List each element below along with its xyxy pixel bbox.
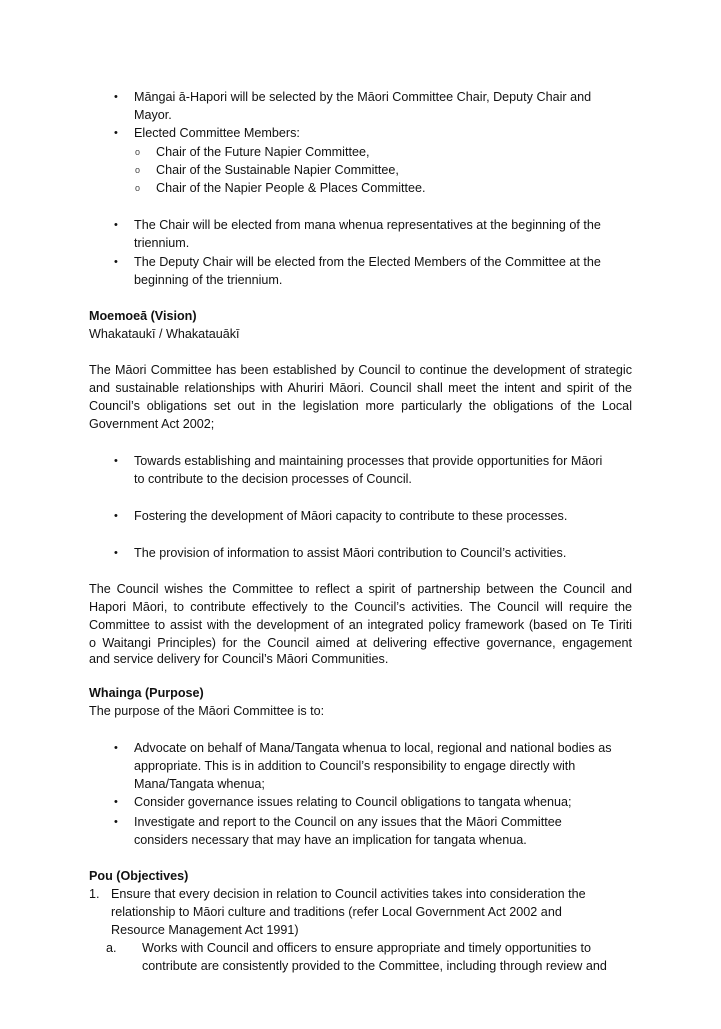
list-item-text: Investigate and report to the Council on any issues that the Māori Committee [134,815,562,829]
list-item-text: The Deputy Chair will be elected from the Elected Members of the Committee at the [134,255,601,269]
list-item-text: relationship to Māori culture and traditions (refer Local Government Act 2002 and [111,905,562,919]
bullet-icon: • [114,219,118,231]
list-item-text: Towards establishing and maintaining processes that provide opportunities for Māori [134,454,603,468]
list-item-text: beginning of the triennium. [134,273,283,287]
list-item-text: appropriate. This is in addition to Council’s responsibility to engage directly with [134,759,576,773]
paragraph-line: Council’s obligations set out in the legislation more particularly the obligations of the Local [89,399,632,413]
list-item-text: Ensure that every decision in relation to Council activities takes into consideration the [111,887,586,901]
paragraph-line: Hapori Māori, to contribute effectively to the Council’s activities. The Council will require the [89,600,632,614]
sub-list-item: Chair of the Napier People & Places Committee. [156,181,426,195]
sub-list-item: Chair of the Future Napier Committee, [156,145,370,159]
list-item-text: Resource Management Act 1991) [111,923,299,937]
vision-subheading: Whakataukī / Whakatauākī [89,327,240,341]
sub-list-item-text: contribute are consistently provided to the Committee, including through review and [142,959,607,973]
paragraph-line: o Waitangi Principles) for the Council aimed at delivering effective governance, engagement [89,636,632,650]
paragraph-line: The Māori Committee has been established by Council to continue the development of strategic [89,363,632,377]
section-heading-purpose: Whainga (Purpose) [89,686,204,700]
list-letter: a. [106,941,117,955]
list-number: 1. [89,887,100,901]
sub-bullet-icon: o [135,165,141,175]
list-item-text: The provision of information to assist Māori contribution to Council’s activities. [134,546,567,560]
purpose-intro: The purpose of the Māori Committee is to: [89,704,325,718]
list-item-text: Māngai ā-Hapori will be selected by the Māori Committee Chair, Deputy Chair and [134,90,592,104]
sub-list-item-text: Works with Council and officers to ensure appropriate and timely opportunities to [142,941,591,955]
bullet-icon: • [114,256,118,268]
sub-bullet-icon: o [135,147,141,157]
bullet-icon: • [114,742,118,754]
bullet-icon: • [114,127,118,139]
list-item-text: Mana/Tangata whenua; [134,777,265,791]
sub-bullet-icon: o [135,183,141,193]
list-item-text: considers necessary that may have an implication for tangata whenua. [134,833,527,847]
bullet-icon: • [114,510,118,522]
bullet-icon: • [114,547,118,559]
paragraph-line: and sustainable relationships with Ahuriri Māori. Council shall meet the intent and spirit of the [89,381,632,395]
sub-list-item: Chair of the Sustainable Napier Committee, [156,163,399,177]
paragraph-line: The Council wishes the Committee to reflect a spirit of partnership between the Council and [89,582,632,596]
list-item-text: Consider governance issues relating to Council obligations to tangata whenua; [134,795,572,809]
bullet-icon: • [114,796,118,808]
bullet-icon: • [114,816,118,828]
bullet-icon: • [114,455,118,467]
section-heading-vision: Moemoeā (Vision) [89,309,197,323]
paragraph-line: and service delivery for Council’s Māori Communities. [89,652,389,666]
section-heading-objectives: Pou (Objectives) [89,869,189,883]
paragraph-line: Committee to assist with the development of an integrated policy framework (based on Te Tiriti [89,618,632,632]
paragraph-line: Government Act 2002; [89,417,215,431]
list-item-text: Elected Committee Members: [134,126,300,140]
list-item-text: The Chair will be elected from mana whenua representatives at the beginning of the [134,218,601,232]
list-item-text: Advocate on behalf of Mana/Tangata whenua to local, regional and national bodies as [134,741,612,755]
list-item-text: to contribute to the decision processes of Council. [134,472,412,486]
list-item-text: Mayor. [134,108,172,122]
bullet-icon: • [114,91,118,103]
list-item-text: triennium. [134,236,190,250]
list-item-text: Fostering the development of Māori capacity to contribute to these processes. [134,509,568,523]
